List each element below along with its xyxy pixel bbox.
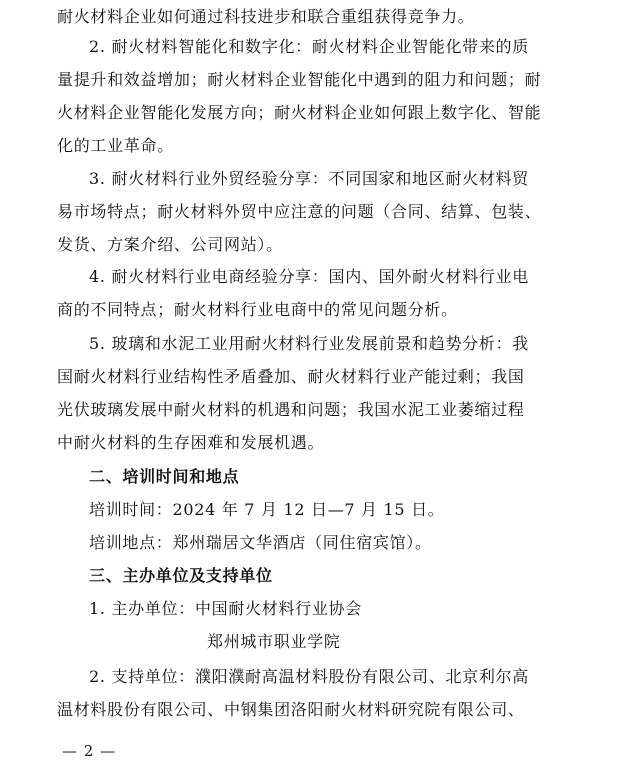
training-time [57,493,562,526]
text-line: 国耐火材料行业结构性矛盾叠加、耐火材料行业产能过剩；我国 [57,367,525,386]
paragraph-1-continuation [57,0,562,33]
page-number: — 2 — [62,742,117,760]
text-line: 1. 主办单位：中国耐火材料行业协会 [89,599,362,618]
text-line: 化的工业革命。 [57,136,174,155]
text-line: 温材料股份有限公司、中钢集团洛阳耐火材料研究院有限公司、 [57,700,525,719]
section-3-heading-block [57,559,562,592]
text-line: 2. 支持单位：濮阳濮耐高温材料股份有限公司、北京利尔高 [89,667,529,686]
paragraph-3-foreign-trade [57,162,562,261]
text-line: 火材料企业智能化发展方向；耐火材料企业如何跟上数字化、智能 [57,103,542,122]
section-heading: 三、主办单位及支持单位 [89,566,273,585]
organizer-line-1 [57,592,562,625]
text-line: 4. 耐火材料行业电商经验分享：国内、国外耐火材料行业电 [89,267,529,286]
section-heading: 二、培训时间和地点 [89,467,240,486]
training-place [57,526,562,559]
supporter-paragraph [57,660,562,726]
organizer-line-2 [57,625,562,658]
text-line: 培训时间：2024 年 7 月 12 日—7 月 15 日。 [89,500,445,519]
text-line: 商的不同特点；耐火材料行业电商中的常见问题分析。 [57,300,458,319]
text-line: 郑州城市职业学院 [207,632,341,651]
text-line: 5. 玻璃和水泥工业用耐火材料行业发展前景和趋势分析：我 [89,334,529,353]
paragraph-4-ecommerce [57,260,562,326]
text-line: 耐火材料企业如何通过科技进步和联合重组获得竞争力。 [57,7,475,26]
text-line: 量提升和效益增加；耐火材料企业智能化中遇到的阻力和问题；耐 [57,70,542,89]
text-line: 3. 耐火材料行业外贸经验分享：不同国家和地区耐火材料贸 [89,169,529,188]
paragraph-5-glass-cement [57,327,562,459]
text-line: 发货、方案介绍、公司网站）。 [57,235,283,254]
section-2-heading-block [57,460,562,493]
text-line: 培训地点：郑州瑞居文华酒店（同住宿宾馆）。 [89,533,432,552]
text-line: 中耐火材料的生存困难和发展机遇。 [57,433,325,452]
text-line: 2. 耐火材料智能化和数字化：耐火材料企业智能化带来的质 [89,37,529,56]
text-line: 光伏玻璃发展中耐火材料的机遇和问题；我国水泥工业萎缩过程 [57,400,525,419]
text-line: 易市场特点；耐火材料外贸中应注意的问题（合同、结算、包装、 [57,202,542,221]
paragraph-2-intelligence [57,30,562,162]
